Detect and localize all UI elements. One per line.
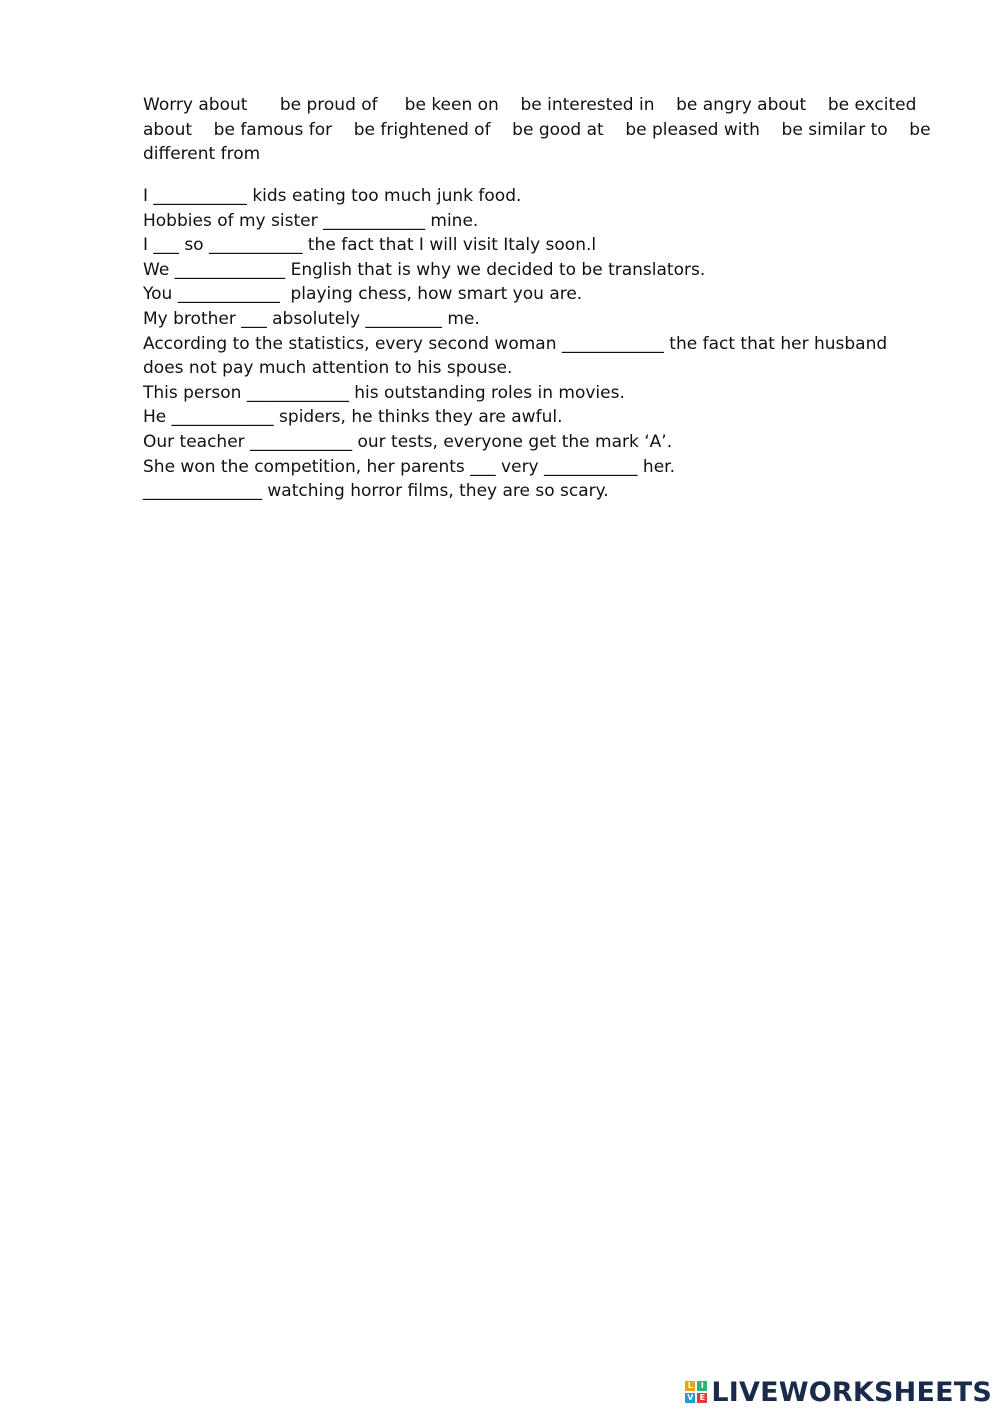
liveworksheets-logo <box>685 1376 992 1408</box>
logo-letter-l: L <box>685 1381 695 1391</box>
sentence-8: This person ____________ his outstanding roles in movies. <box>143 382 625 403</box>
sentence-4: We _____________ English that is why we decided to be translators. <box>143 259 706 280</box>
logo-letter-v: V <box>687 1393 694 1402</box>
sentence-9: He ____________ spiders, he thinks they are awful. <box>143 407 563 428</box>
sentence-12: ______________ watching horror films, they are so scary. <box>143 481 609 502</box>
sentence-list <box>143 184 903 504</box>
sentence-5: You ____________ playing chess, how smart you are. <box>143 284 583 305</box>
logo-letter-e: E <box>697 1393 707 1403</box>
sentence-1: I ___________ kids eating too much junk food. <box>143 186 522 206</box>
sentence-10: Our teacher ____________ our tests, everyone get the mark ‘A’. <box>143 431 673 452</box>
sentence-7: According to the statistics, every second woman ____________ the fact that her husband does not pay much attention to his spouse. <box>143 333 893 379</box>
sentence-6: My brother ___ absolutely _________ me. <box>143 308 480 329</box>
sentence-3: I ___ so ___________ the fact that I will visit Italy soon.l <box>143 235 597 256</box>
brand-name: LIVEWORKSHEETS <box>711 1376 992 1408</box>
word-bank: Worry about be proud of be keen on be interested in be angry about be excited about be famous for be frightened of be good at be pleased with be similar to be different from <box>143 95 936 164</box>
sentence-2: Hobbies of my sister ____________ mine. <box>143 210 479 231</box>
logo-mark-icon <box>685 1381 707 1403</box>
logo-letter-i: I <box>697 1381 707 1391</box>
sentence-11: She won the competition, her parents ___ very ___________ her. <box>143 456 675 477</box>
